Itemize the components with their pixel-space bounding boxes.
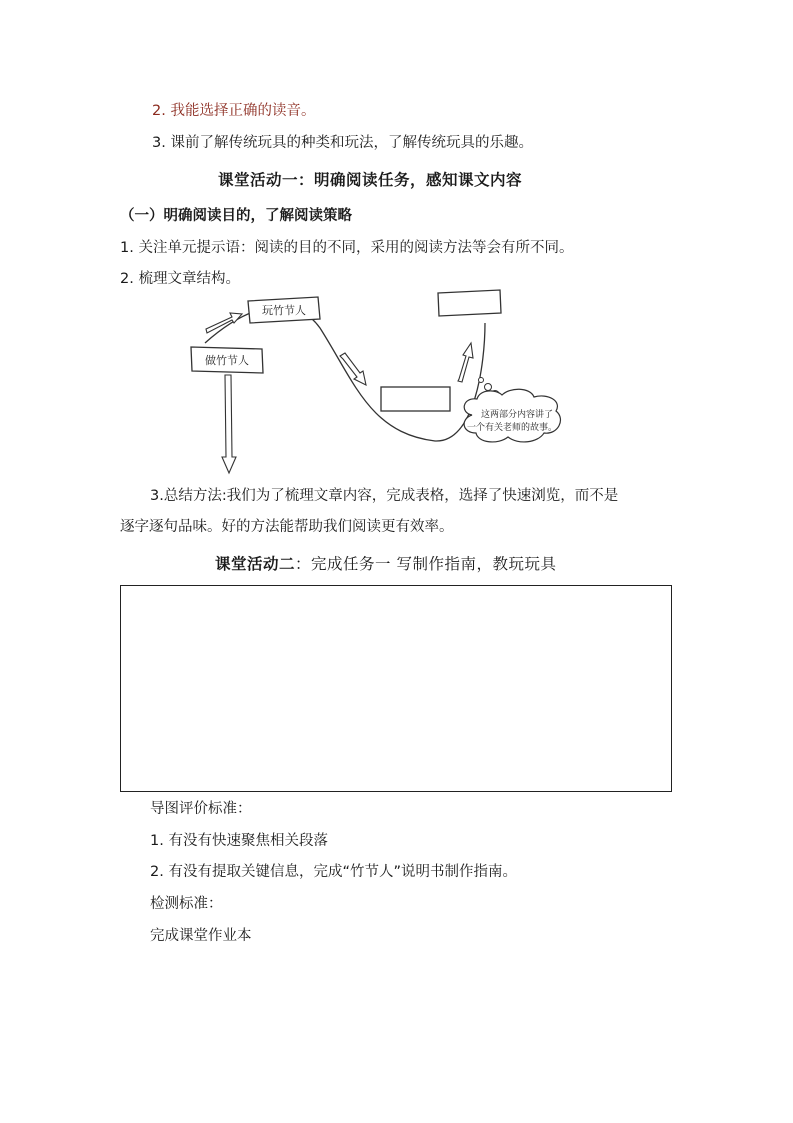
activity-2-title-label: 课堂活动二 xyxy=(215,554,296,573)
section-1-title: （一）明确阅读目的，了解阅读策略 xyxy=(120,208,352,224)
summary-line-2: 逐字逐句品味。好的方法能帮助我们阅读更有效率。 xyxy=(120,519,454,535)
answer-box[interactable] xyxy=(120,585,672,792)
arrow-up-icon xyxy=(458,343,473,382)
evaluation-item-2: 2. 有没有提取关键信息，完成“竹节人”说明书制作指南。 xyxy=(150,864,517,880)
activity-2-title-text: ：完成任务一 写制作指南，教玩玩具 xyxy=(295,555,557,573)
point-1: 1. 关注单元提示语：阅读的目的不同，采用的阅读方法等会有所不同。 xyxy=(120,240,574,256)
evaluation-item-1: 1. 有没有快速聚焦相关段落 xyxy=(150,833,328,849)
activity-1-title: 课堂活动一：明确阅读任务，感知课文内容 xyxy=(218,170,523,189)
evaluation-title: 导图评价标准： xyxy=(150,801,252,817)
structure-diagram xyxy=(170,283,610,483)
structure-curve xyxy=(205,307,485,441)
box-top-empty xyxy=(438,290,501,316)
arrow-up-right-icon xyxy=(206,313,242,333)
cloud-text-line1: 这两部分内容讲了 xyxy=(480,410,554,420)
goal-item-2: 2. 我能选择正确的读音。 xyxy=(152,103,316,119)
test-item: 完成课堂作业本 xyxy=(150,928,252,944)
cloud-text-line2: 一个有关老师的故事。 xyxy=(466,423,558,433)
label-play: 玩竹节人 xyxy=(262,304,306,317)
test-title: 检测标准： xyxy=(150,896,223,912)
point-2: 2. 梳理文章结构。 xyxy=(120,271,240,287)
activity-2-title xyxy=(215,553,556,575)
arrow-down-icon xyxy=(222,375,236,473)
goal-item-3: 3. 课前了解传统玩具的种类和玩法，了解传统玩具的乐趣。 xyxy=(152,135,533,151)
label-make: 做竹节人 xyxy=(205,354,249,367)
bubble-medium xyxy=(485,384,492,391)
box-bottom-empty xyxy=(381,387,450,411)
box-make xyxy=(191,347,263,373)
summary-line-1: 3.总结方法:我们为了梳理文章内容，完成表格，选择了快速浏览，而不是 xyxy=(150,488,619,504)
bubble-small xyxy=(479,378,484,383)
box-play xyxy=(248,297,320,323)
